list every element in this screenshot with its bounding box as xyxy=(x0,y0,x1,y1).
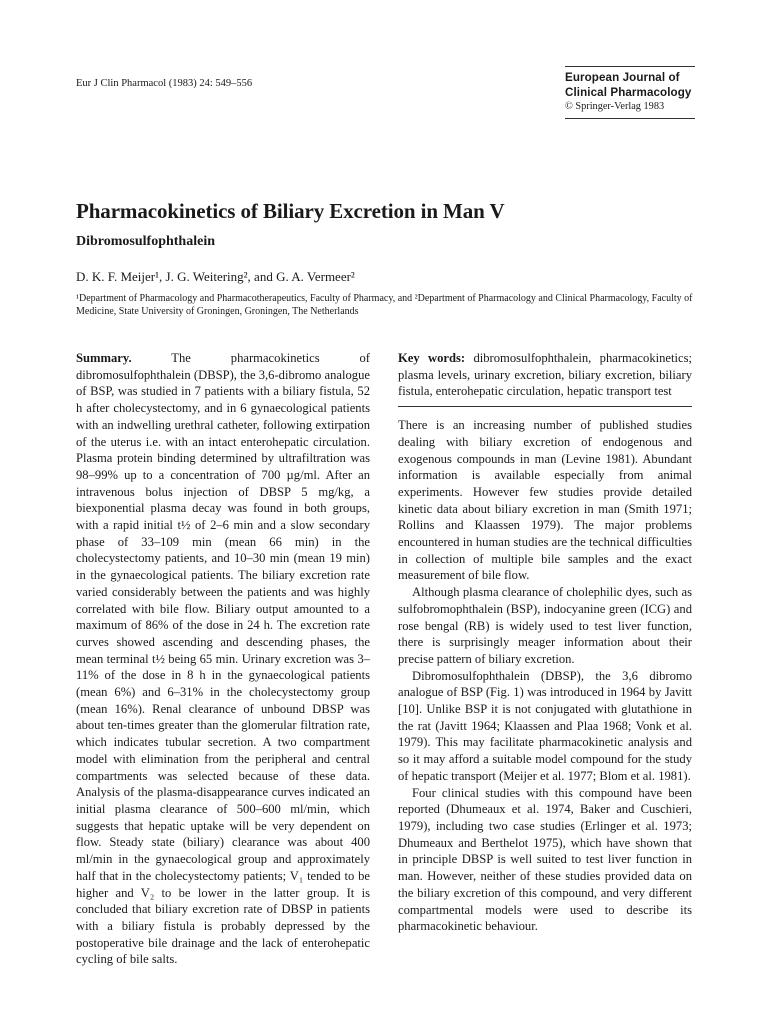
journal-masthead xyxy=(565,66,695,119)
body-paragraph-2: Although plasma clearance of cholephilic dyes, such as sulfobromophthalein (BSP), indocyanine green (ICG) and rose bengal (RB) is widely used to test liver function, there is surprisingly meager information about their precise pattern of biliary excretion. xyxy=(398,585,692,666)
journal-citation: Eur J Clin Pharmacol (1983) 24: 549–556 xyxy=(76,78,253,89)
keywords-paragraph xyxy=(398,350,692,400)
keywords-label: Key words: xyxy=(398,351,466,365)
masthead-top-rule xyxy=(565,66,695,67)
right-column xyxy=(398,350,692,935)
article-subtitle: Dibromosulfophthalein xyxy=(76,234,215,249)
summary-text: The pharmacokinetics of dibromosulfophthalein (DBSP), the 3,6-dibromo analogue of BSP, was studied in 7 patients with a biliary fistula, 52 h after cholecystectomy, and in 6 gynaecological patients with an indwelling urethral catheter, following extirpation of the uterus i.e. with an intact enterohepatic circulation. Plasma protein binding determined by ultrafiltration was 98–99% up to a concentration of 700 µg/ml. After an intravenous bolus injection of DBSP 5 mg/kg, a biexponential plasma decay was found in both groups, with a rapid initial t½ of 2–6 min and a slow secondary phase of 33–109 min (mean 66 min) in the cholecystectomy patients, and 10–30 min (mean 19 min) in the gynaecological patients. The biliary excretion rate varied considerably between the patients and was highly correlated with bile flow. Biliary output amounted to a maximum of 86% of the dose in 24 h. The excretion rate curves showed ascending and descending phases, the mean terminal t½ being 65 min. Urinary excretion was 3–11% of the dose in 8 h in the gynaecological patients (mean 6%) and 6–31% in the cholecystectomy group (mean 16%). Renal clearance of unbound DBSP was about ten-times greater than the glomerular filtration rate, which indicates tubular secretion. A two compartment model with elimination from the peripheral and central compartments was selected because of these data. Analysis of the plasma-disappearance curves indicated an initial plasma clearance of 500–600 ml/min, which suggests that hepatic uptake will be very dependent on flow. Steady state (biliary) clearance was about 400 ml/min in the gynaecological group and approximately half that in the cholecystectomy patients; V₁ tended to be higher and V₂ to be lower in the latter group. It is concluded that biliary excretion rate of DBSP in patients with a biliary fistula is probably depressed by the postoperative bile drainage and the lack of enterohepatic cycling of bile salts. xyxy=(76,351,370,967)
keywords-text: dibromosulfophthalein, pharmacokinetics; plasma levels, urinary excretion, biliary excretion, biliary fistula, enterohepatic circulation, hepatic transport test xyxy=(398,351,692,399)
article-title: Pharmacokinetics of Biliary Excretion in Man V xyxy=(76,199,505,223)
journal-name-line2: Clinical Pharmacology xyxy=(565,86,692,99)
keywords-divider xyxy=(398,406,692,407)
body-paragraph-1: There is an increasing number of published studies dealing with biliary excretion of endogenous and exogenous compounds in man (Levine 1981). Abundant information is available especially from animal experiments. However few studies provide detailed kinetic data about biliary excretion in man (Smith 1971; Rollins and Klaassen 1979). The major problems encountered in human studies are the technical difficulties in collection of multiple bile samples and the exact measurement of bile flow. xyxy=(398,418,692,583)
summary-column xyxy=(76,350,370,968)
author-list: D. K. F. Meijer¹, J. G. Weitering², and G. A. Vermeer² xyxy=(76,269,355,284)
copyright-notice: © Springer-Verlag 1983 xyxy=(565,101,665,112)
masthead-bottom-rule xyxy=(565,118,695,119)
summary-paragraph xyxy=(76,350,370,968)
body-paragraph-3: Dibromosulfophthalein (DBSP), the 3,6 dibromo analogue of BSP (Fig. 1) was introduced in 1964 by Javitt [10]. Unlike BSP it is not conjugated with glutathione in the rat (Javitt 1964; Klaassen and Plaa 1968; Vonk et al. 1979). This may facilitate pharmacokinetic analysis and so it may afford a suitable model compound for the study of hepatic transport (Meijer et al. 1977; Blom et al. 1981). xyxy=(398,668,692,783)
body-paragraph-4: Four clinical studies with this compound have been reported (Dhumeaux et al. 1974, Baker and Cuschieri, 1979), including two case studies (Erlinger et al. 1973; Dhumeaux and Berthelot 1975), which have shown that in principle DBSP is well suited to test liver function in man. However, neither of these studies provided data on the biliary excretion of this compound, and very different compartmental models were used to describe its pharmacokinetic behaviour. xyxy=(398,785,692,934)
summary-label: Summary. xyxy=(76,351,132,365)
journal-name-line1: European Journal of xyxy=(565,71,680,84)
author-affiliation: ¹Department of Pharmacology and Pharmacotherapeutics, Faculty of Pharmacy, and ²Department of Pharmacology and Clinical Pharmacology, Faculty of Medicine, State University of Groningen, Groningen, The Netherlands xyxy=(76,293,693,317)
